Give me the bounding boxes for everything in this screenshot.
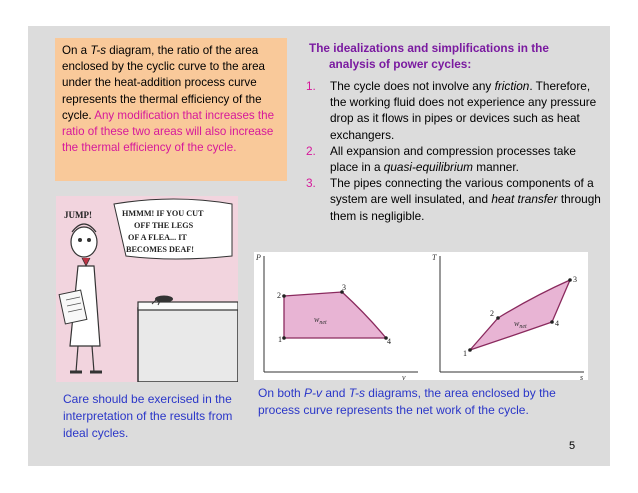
- ts-point-1: [468, 348, 472, 352]
- ts-diagram: [432, 253, 584, 380]
- list-text: The pipes connecting the various components of a system are well insulated, and: [330, 176, 594, 207]
- cartoon-caption: Care should be exercised in the interpretation of the results from ideal cycles.: [63, 392, 233, 440]
- caption-text: diagrams, the area enclosed by the process curve represents the net work of the cycle.: [258, 386, 556, 418]
- list-item: [306, 143, 606, 175]
- bubble-line-3: OF A FLEA... IT: [128, 233, 187, 242]
- bubble-line-2: OFF THE LEGS: [134, 221, 194, 230]
- ts-cycle-area: [470, 280, 570, 350]
- ts-point-3: [568, 278, 572, 282]
- idealization-list: [306, 78, 606, 224]
- page-number: 5: [569, 440, 576, 452]
- ts-wnet-label: $w_{net}$: [514, 319, 527, 330]
- list-number: 1.: [306, 79, 316, 93]
- cartoon-drawing: [56, 196, 238, 382]
- list-number: 2.: [306, 143, 316, 158]
- bubble-line-4: BECOMES DEAF!: [126, 245, 195, 254]
- ts-label-1: 1: [463, 349, 467, 358]
- caption-text: On both: [258, 386, 305, 400]
- pv-label-3: 3: [342, 283, 346, 292]
- list-number: 3.: [306, 176, 316, 191]
- note-text-prefix: On a: [62, 44, 91, 57]
- list-text: manner.: [472, 160, 519, 175]
- list-italic: quasi-equilibrium: [383, 160, 473, 175]
- pv-label-2: 2: [277, 291, 281, 300]
- list-item: [306, 78, 606, 143]
- pv-x-label: v: [402, 373, 406, 380]
- bubble-line-1: HMMM! IF YOU CUT: [122, 209, 204, 218]
- caption-pv-italic: P-v: [304, 386, 323, 400]
- pv-y-label: P: [256, 253, 261, 262]
- ts-label-2: 2: [490, 309, 494, 318]
- pv-point-1: [282, 336, 286, 340]
- flea-cartoon: [56, 196, 238, 382]
- list-text: . Therefore, the working fluid does not experience any pressure drop as it flows in pipes or devices such as heat exchangers.: [330, 79, 597, 142]
- section-heading: [309, 40, 609, 72]
- caption-text: and: [322, 386, 349, 400]
- heading-line-1: The idealizations and simplifications in the: [309, 41, 549, 55]
- cartoon-jump-text: JUMP!: [64, 210, 92, 220]
- list-text: through them is negligible.: [330, 192, 601, 223]
- list-text: The cycle does not involve any: [330, 79, 495, 93]
- list-italic: heat transfer: [491, 192, 558, 207]
- pv-wnet-label: $w_{net}$: [314, 315, 327, 326]
- ts-x-label: s: [580, 373, 584, 380]
- caption-ts-italic: T-s: [348, 386, 365, 400]
- pv-label-4: 4: [387, 337, 391, 346]
- pv-ts-diagrams: [254, 252, 588, 380]
- ts-point-2: [496, 316, 500, 320]
- ts-point-4: [550, 320, 554, 324]
- pv-cycle-area: [284, 292, 386, 338]
- pv-diagram: [255, 253, 418, 380]
- pv-point-2: [282, 294, 286, 298]
- pv-label-1: 1: [278, 335, 282, 344]
- ts-label-3: 3: [573, 275, 577, 284]
- cycle-diagrams-svg: [254, 252, 588, 380]
- diagram-caption: [258, 385, 598, 419]
- list-text: All expansion and compression processes take place in a: [330, 143, 576, 175]
- heading-line-2: analysis of power cycles:: [329, 57, 472, 71]
- note-text-rest: diagram, the ratio of the area enclosed by the cyclic curve to the area under the heat-addition process curve represents the thermal efficiency of the cycle.: [62, 44, 265, 122]
- ts-label-4: 4: [555, 319, 559, 328]
- list-item: [306, 175, 606, 224]
- note-modification-text: Any modification that increases the ratio of these two areas will also increase the thermal efficiency of the cycle.: [62, 108, 275, 155]
- list-italic: friction: [494, 79, 530, 93]
- efficiency-note: [55, 38, 287, 181]
- ts-y-label: T: [432, 253, 437, 262]
- note-ts-italic: T-s: [90, 44, 107, 57]
